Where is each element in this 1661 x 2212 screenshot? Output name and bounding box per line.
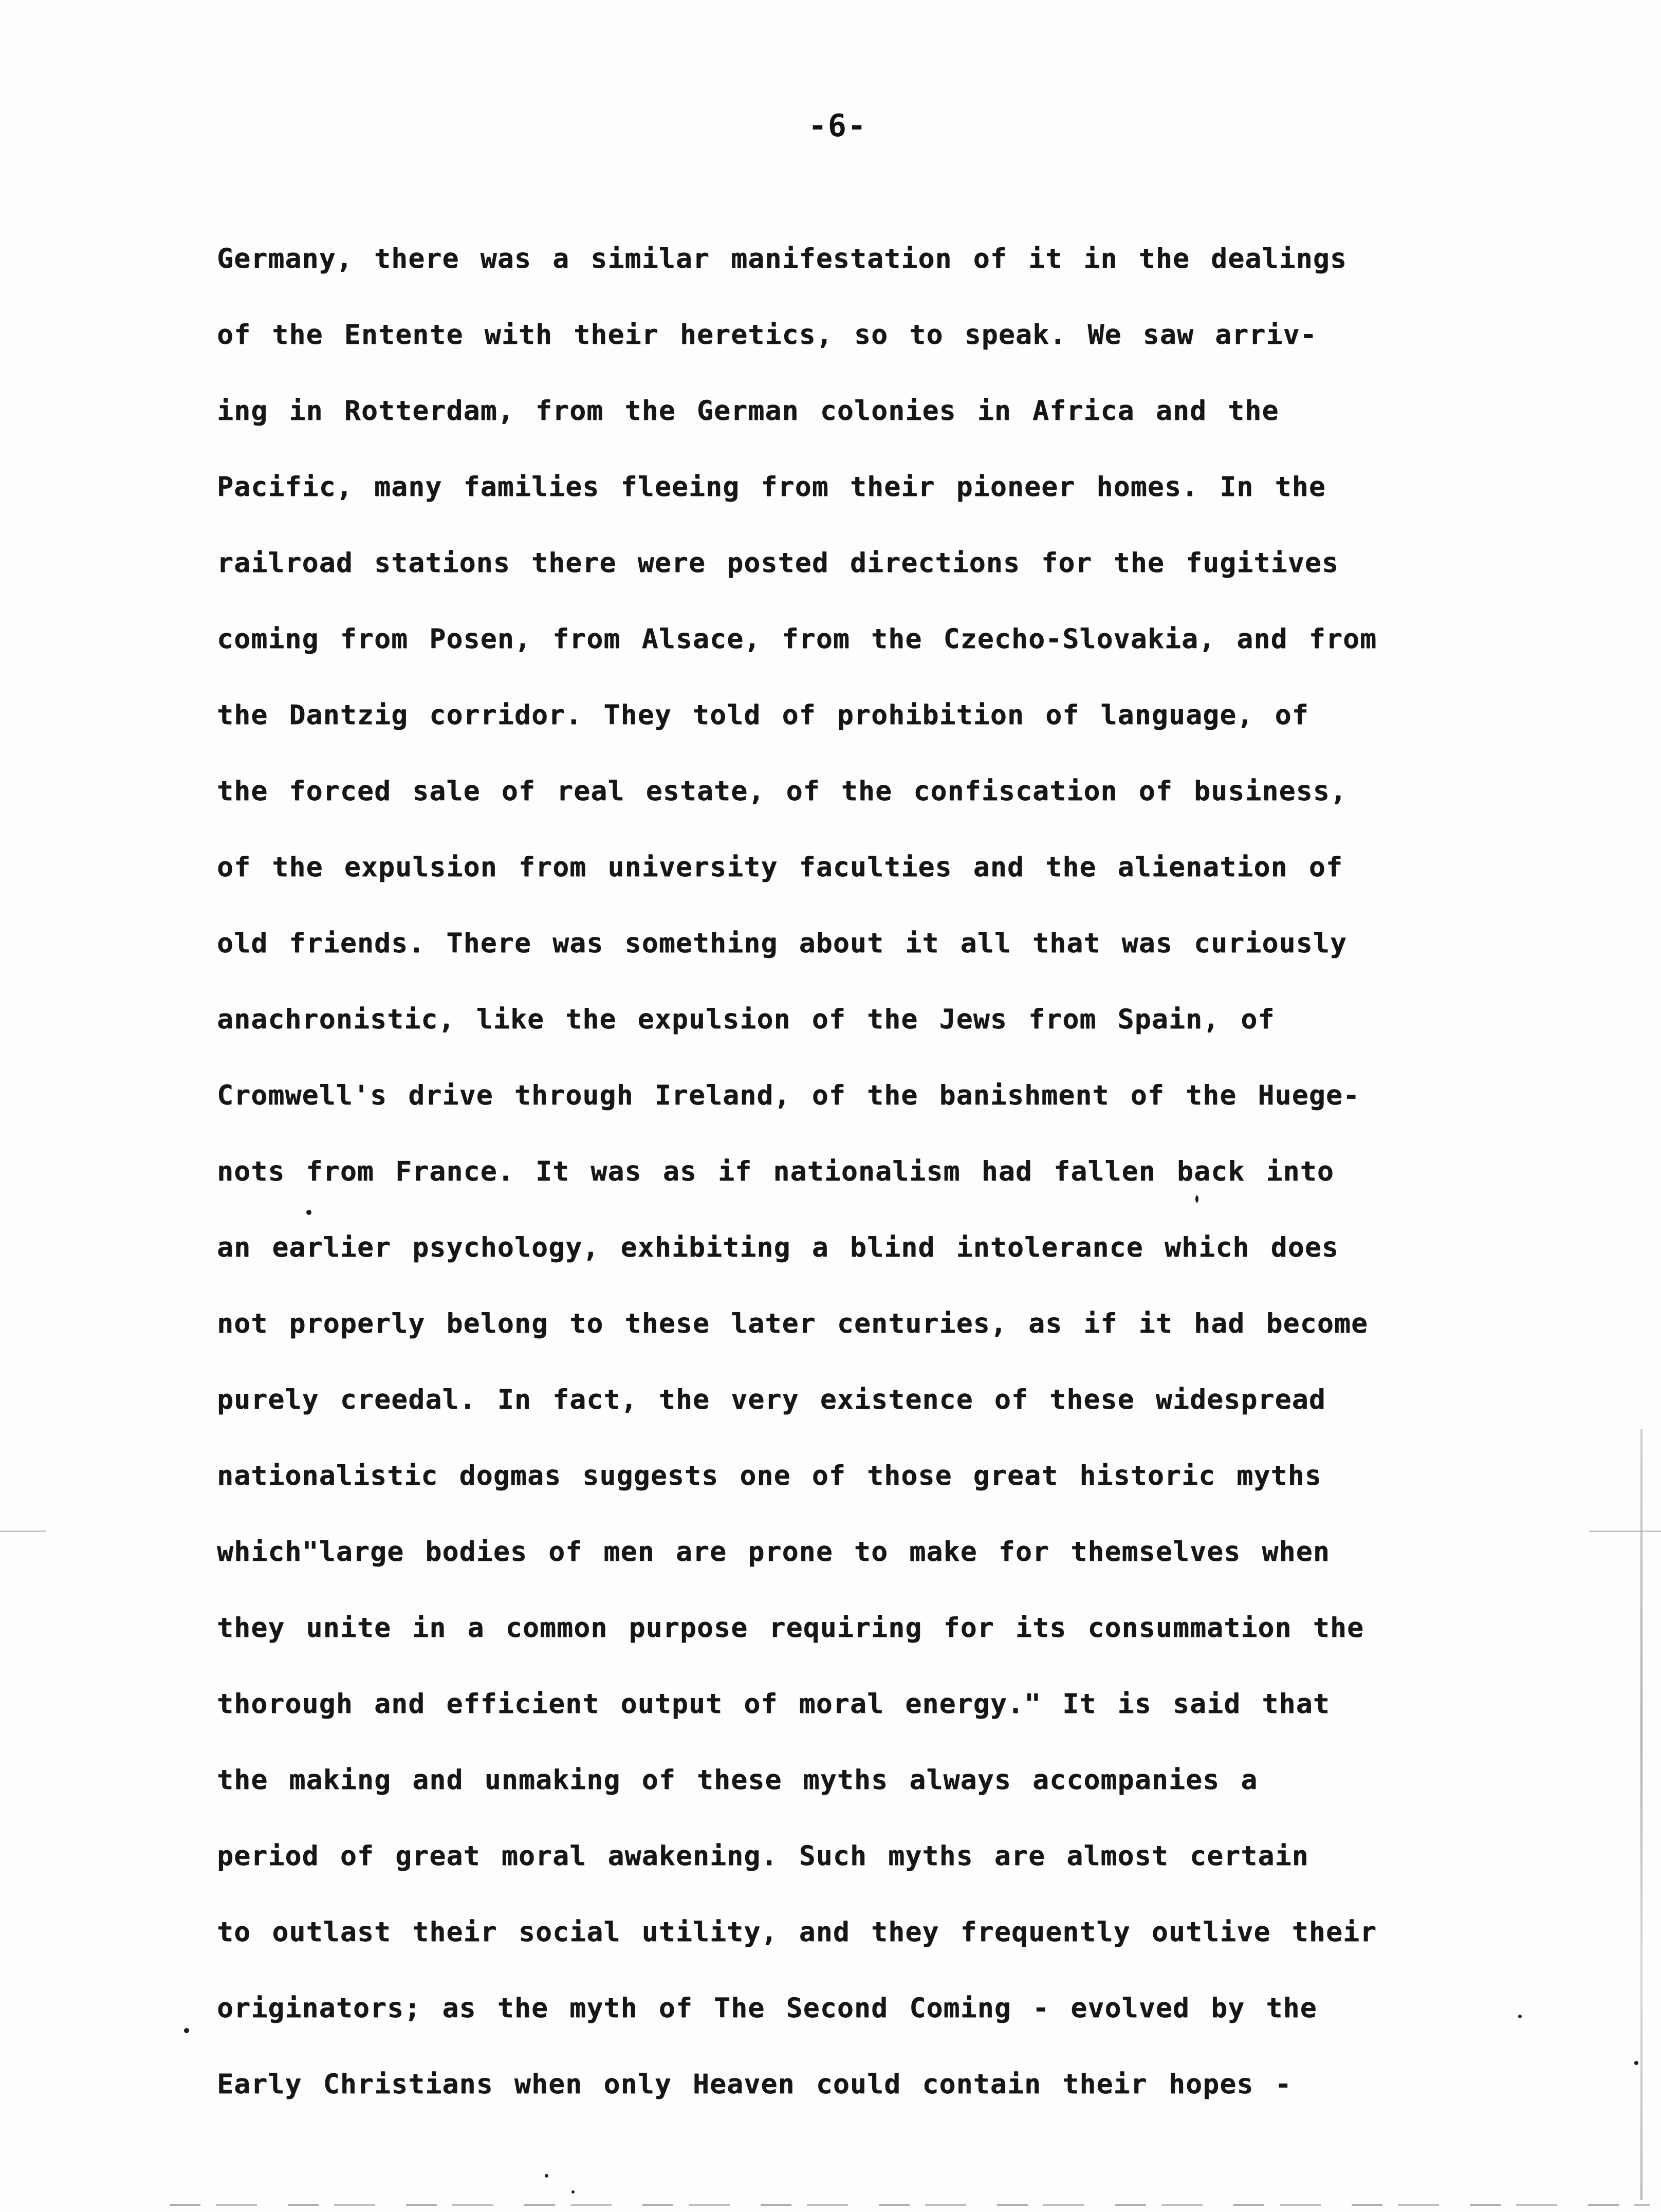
text-line: the making and unmaking of these myths always accompanies a <box>217 1764 1258 1796</box>
text-line: old friends. There was something about it all that was curiously <box>217 928 1347 959</box>
text-line: Early Christians when only Heaven could contain their hopes - <box>217 2069 1292 2100</box>
body-text <box>217 221 1533 2123</box>
scan-speck <box>1195 1195 1198 1203</box>
scan-speck <box>545 2174 548 2178</box>
scan-edge-line <box>1640 1429 1642 2200</box>
page-number: -6- <box>808 108 868 144</box>
scan-speck <box>571 2190 575 2193</box>
scan-edge-line <box>0 1531 46 1532</box>
text-line: railroad stations there were posted directions for the fugitives <box>217 547 1339 579</box>
scan-speck <box>306 1210 311 1215</box>
text-line: not properly belong to these later centuries, as if it had become <box>217 1308 1369 1339</box>
text-line: Germany, there was a similar manifestation of it in the dealings <box>217 243 1347 274</box>
text-line: they unite in a common purpose requiring for its consummation the <box>217 1612 1364 1644</box>
text-line: nots from France. It was as if nationalism had fallen back into <box>217 1156 1334 1187</box>
text-line: of the Entente with their heretics, so to speak. We saw arriv- <box>217 319 1317 351</box>
text-line: anachronistic, like the expulsion of the Jews from Spain, of <box>217 1004 1275 1035</box>
text-line: coming from Posen, from Alsace, from the Czecho-Slovakia, and from <box>217 623 1377 655</box>
text-line: Pacific, many families fleeing from their pioneer homes. In the <box>217 471 1326 503</box>
text-line: Cromwell's drive through Ireland, of the banishment of the Huege- <box>217 1080 1360 1111</box>
scan-edge-line <box>1589 1531 1661 1532</box>
text-line: originators; as the myth of The Second Coming - evolved by the <box>217 1993 1317 2024</box>
scan-speck <box>1634 2061 1638 2065</box>
text-line: of the expulsion from university faculties and the alienation of <box>217 852 1343 883</box>
text-line: which"large bodies of men are prone to make for themselves when <box>217 1536 1330 1568</box>
text-line: the forced sale of real estate, of the confiscation of business, <box>217 776 1347 807</box>
text-line: thorough and efficient output of moral energy." It is said that <box>217 1688 1330 1720</box>
text-line: ing in Rotterdam, from the German colonies in Africa and the <box>217 395 1279 427</box>
text-line: an earlier psychology, exhibiting a blind intolerance which does <box>217 1232 1339 1263</box>
text-line: to outlast their social utility, and they frequently outlive their <box>217 1916 1377 1948</box>
text-line: period of great moral awakening. Such myths are almost certain <box>217 1840 1309 1872</box>
scan-edge-line <box>170 2204 1650 2206</box>
text-line: the Dantzig corridor. They told of prohibition of language, of <box>217 699 1309 731</box>
text-line: purely creedal. In fact, the very existence of these widespread <box>217 1384 1326 1415</box>
text-line: nationalistic dogmas suggests one of those great historic myths <box>217 1460 1322 1491</box>
scan-speck <box>184 2028 189 2033</box>
scan-speck <box>1518 2015 1522 2018</box>
